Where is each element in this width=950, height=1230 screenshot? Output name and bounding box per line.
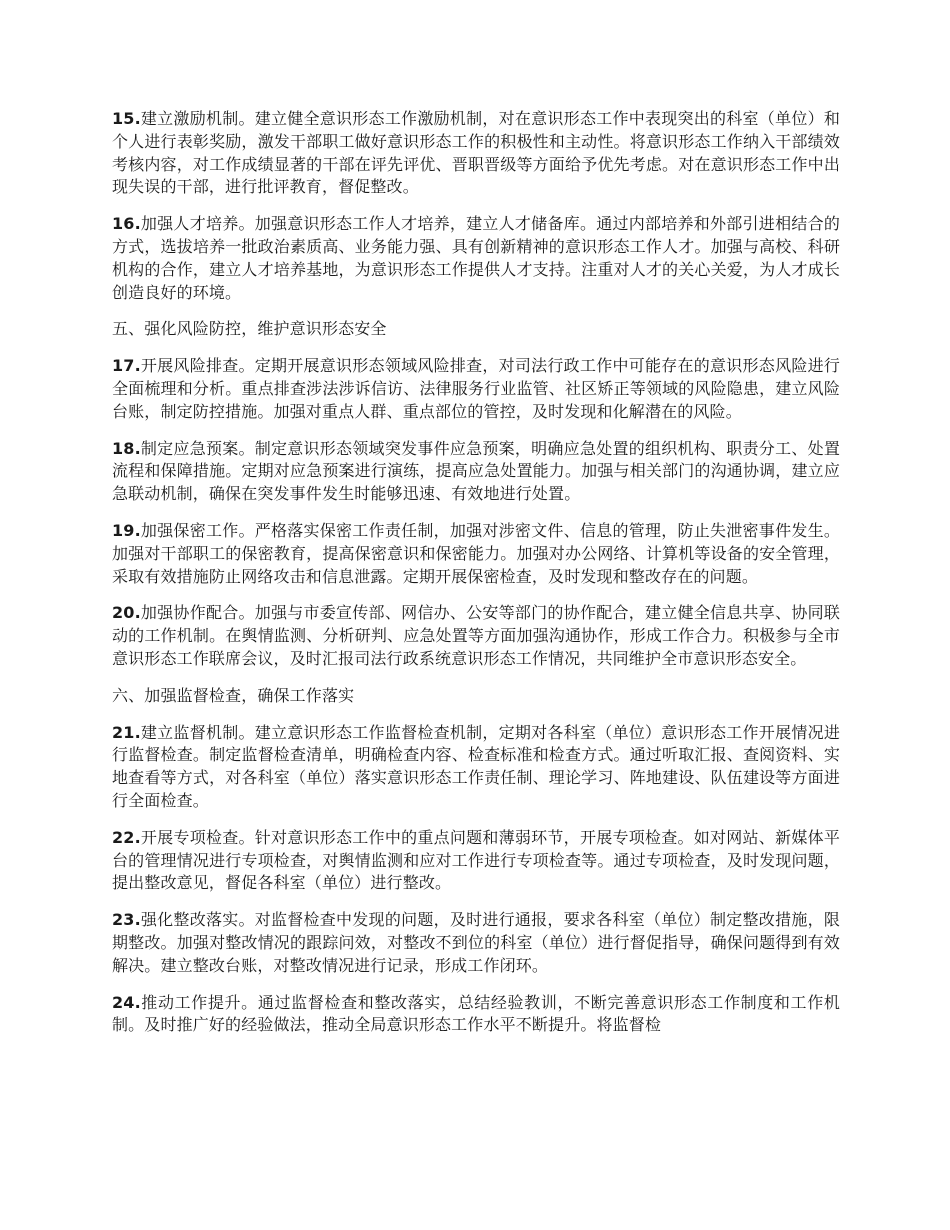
paragraph-21 xyxy=(112,722,840,813)
section-heading-5: 五、强化风险防控，维护意识形态安全 xyxy=(112,319,387,339)
item-number: 20. xyxy=(112,603,141,623)
item-number: 21. xyxy=(112,722,141,742)
paragraph-15 xyxy=(112,108,840,199)
item-text: 开展专项检查。针对意识形态工作中的重点问题和薄弱环节，开展专项检查。如对网站、新媒体平台的管理情况进行专项检查，对舆情监测和应对工作进行专项检查等。通过专项检查，及时发现问题，提出整改意见，督促各科室（单位）进行整改。 xyxy=(112,827,840,893)
paragraph-18 xyxy=(112,438,840,506)
paragraph-24 xyxy=(112,992,840,1038)
paragraph-19 xyxy=(112,520,840,588)
paragraph-16 xyxy=(112,213,840,304)
item-number: 24. xyxy=(112,992,141,1012)
item-text: 建立监督机制。建立意识形态工作监督检查机制，定期对各科室（单位）意识形态工作开展情况进行监督检查。制定监督检查清单，明确检查内容、检查标准和检查方式。通过听取汇报、查阅资料、实地查看等方式，对各科室（单位）落实意识形态工作责任制、理论学习、阵地建设、队伍建设等方面进行全面检查。 xyxy=(112,722,840,810)
item-text: 开展风险排查。定期开展意识形态领域风险排查，对司法行政工作中可能存在的意识形态风险进行全面梳理和分析。重点排查涉法涉诉信访、法律服务行业监管、社区矫正等领域的风险隐患，建立风险台账，制定防控措施。加强对重点人群、重点部位的管控，及时发现和化解潜在的风险。 xyxy=(112,356,840,421)
item-text: 加强协作配合。加强与市委宣传部、网信办、公安等部门的协作配合，建立健全信息共享、协同联动的工作机制。在舆情监测、分析研判、应急处置等方面加强沟通协作，形成工作合力。积极参与全市意识形态工作联席会议，及时汇报司法行政系统意识形态工作情况，共同维护全市意识形态安全。 xyxy=(112,603,840,668)
item-number: 15. xyxy=(112,109,141,128)
document-page xyxy=(112,108,840,1051)
paragraph-20 xyxy=(112,602,840,670)
item-text: 加强人才培养。加强意识形态工作人才培养，建立人才储备库。通过内部培养和外部引进相结合的方式，选拔培养一批政治素质高、业务能力强、具有创新精神的意识形态工作人才。加强与高校、科研机构的合作，建立人才培养基地，为意识形态工作提供人才支持。注重对人才的关心关爱，为人才成长创造良好的环境。 xyxy=(112,214,840,302)
section-heading-6: 六、加强监督检查，确保工作落实 xyxy=(112,685,355,705)
item-number: 19. xyxy=(112,520,141,540)
item-text: 建立激励机制。建立健全意识形态工作激励机制，对在意识形态工作中表现突出的科室（单位）和个人进行表彰奖励，激发干部职工做好意识形态工作的积极性和主动性。将意识形态工作纳入干部绩效考核内容，对工作成绩显著的干部在评先评优、晋职晋级等方面给予优先考虑。对在意识形态工作中出现失误的干部，进行批评教育，督促整改。 xyxy=(112,109,840,197)
item-number: 22. xyxy=(112,827,141,847)
item-text: 制定应急预案。制定意识形态领域突发事件应急预案，明确应急处置的组织机构、职责分工、处置流程和保障措施。定期对应急预案进行演练，提高应急处置能力。加强与相关部门的沟通协调，建立应急联动机制，确保在突发事件发生时能够迅速、有效地进行处置。 xyxy=(112,438,840,504)
item-text: 强化整改落实。对监督检查中发现的问题，及时进行通报，要求各科室（单位）制定整改措施，限期整改。加强对整改情况的跟踪问效，对整改不到位的科室（单位）进行督促指导，确保问题得到有效解决。建立整改台账，对整改情况进行记录，形成工作闭环。 xyxy=(112,910,840,975)
paragraph-23 xyxy=(112,909,840,977)
item-text: 加强保密工作。严格落实保密工作责任制，加强对涉密文件、信息的管理，防止失泄密事件发生。加强对干部职工的保密教育，提高保密意识和保密能力。加强对办公网络、计算机等设备的安全管理，采取有效措施防止网络攻击和信息泄露。定期开展保密检查，及时发现和整改存在的问题。 xyxy=(112,520,840,586)
item-text: 推动工作提升。通过监督检查和整改落实，总结经验教训，不断完善意识形态工作制度和工作机制。及时推广好的经验做法，推动全局意识形态工作水平不断提升。将监督检 xyxy=(112,992,840,1035)
item-number: 23. xyxy=(112,910,141,930)
item-number: 18. xyxy=(112,438,141,458)
item-number: 17. xyxy=(112,356,141,376)
paragraph-17 xyxy=(112,355,840,423)
paragraph-22 xyxy=(112,827,840,895)
item-number: 16. xyxy=(112,214,141,234)
